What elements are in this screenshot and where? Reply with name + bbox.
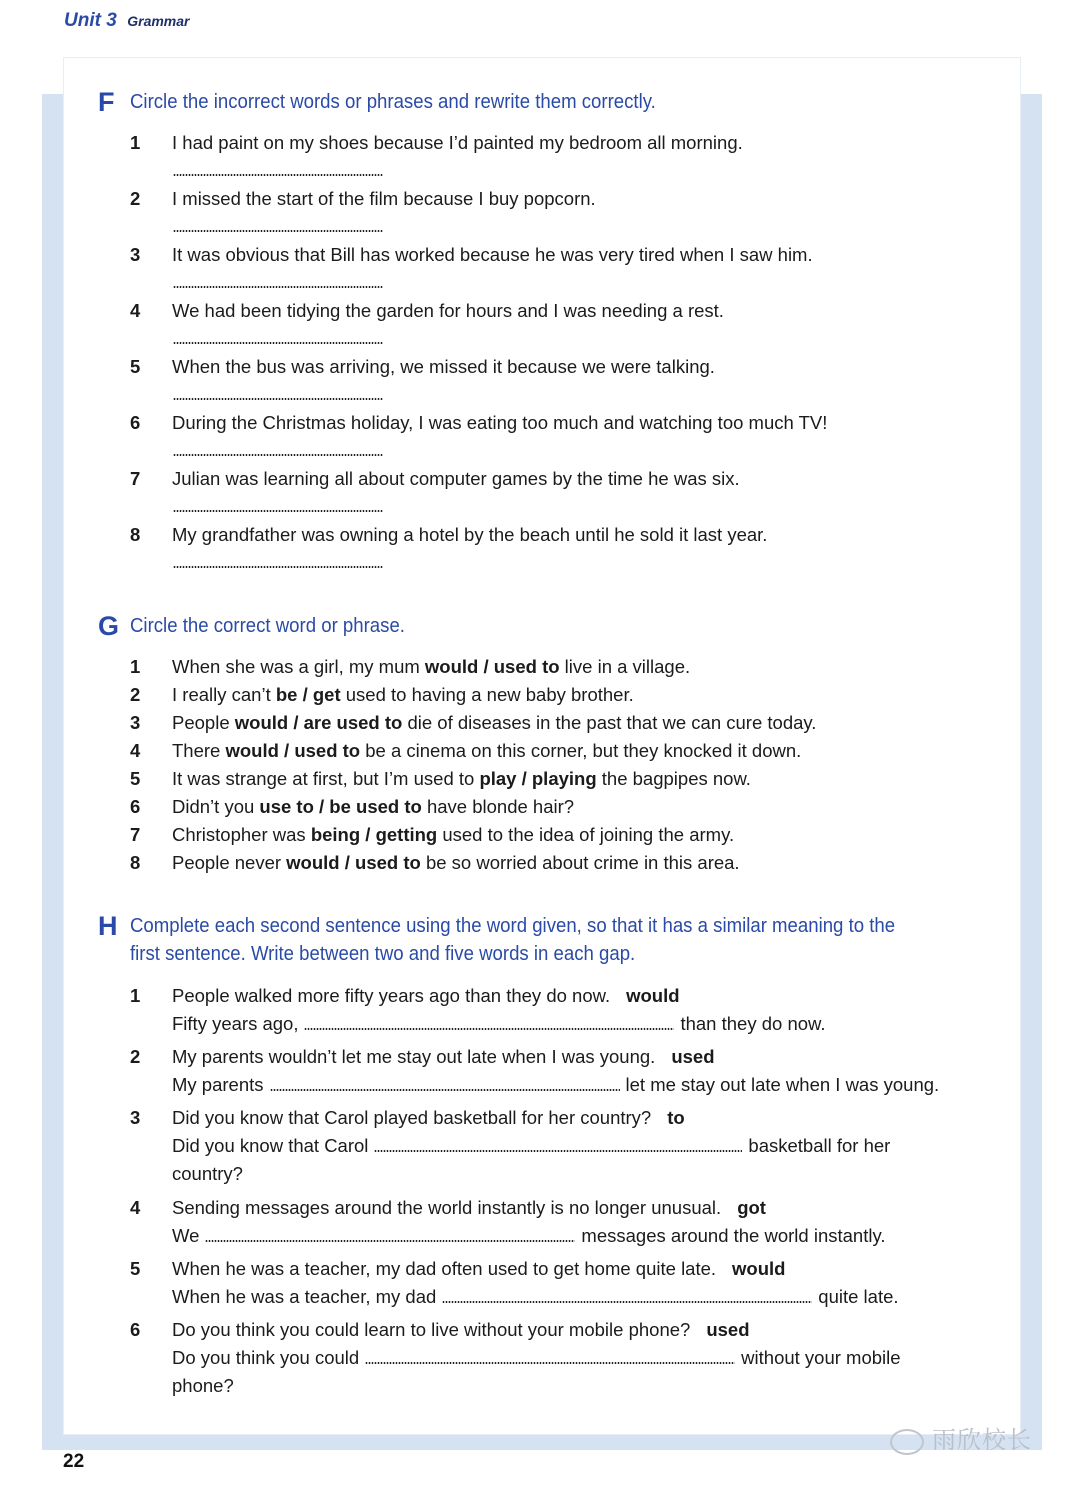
sentence-end: messages around the world instantly.	[581, 1225, 886, 1246]
sentence-text: When he was a teacher, my dad often used to get home quite late.	[172, 1258, 717, 1279]
choice-options[interactable]: would / used to	[286, 852, 421, 873]
first-sentence	[172, 982, 680, 1010]
sentence-end: be a cinema on this corner, but they knocked it down.	[360, 740, 802, 761]
sentence-end: without your mobile	[741, 1347, 901, 1368]
item-sentence	[172, 737, 801, 765]
sentence-end: quite late.	[818, 1286, 899, 1307]
answer-gap[interactable]	[374, 1150, 742, 1152]
sentence-continuation: country?	[172, 1163, 243, 1184]
sentence-end: used to having a new baby brother.	[340, 684, 634, 705]
section-title: Circle the incorrect words or phrases and rewrite them correctly.	[130, 91, 656, 113]
item-number: 6	[130, 796, 141, 817]
sentence-start: When he was a teacher, my dad	[172, 1286, 437, 1307]
choice-options[interactable]: being / getting	[310, 824, 438, 845]
sentence-text: Sending messages around the world instantly is no longer unusual.	[172, 1197, 722, 1218]
item-sentence	[172, 849, 740, 877]
key-word: to	[667, 1107, 685, 1128]
second-sentence	[172, 1222, 885, 1250]
section-f-heading	[98, 88, 695, 116]
section-label: Grammar	[127, 13, 190, 29]
sentence-start: Christopher was	[172, 824, 311, 845]
section-title-line-1: Complete each second sentence using the word given, so that it has a similar meaning to the	[130, 915, 896, 937]
answer-gap[interactable]	[304, 1028, 674, 1030]
key-word: used	[706, 1319, 750, 1340]
item-number: 4	[130, 300, 141, 321]
answer-line[interactable]	[173, 286, 383, 288]
key-word: would	[732, 1258, 786, 1279]
sentence-end: basketball for her	[748, 1135, 891, 1156]
item-sentence	[172, 793, 574, 821]
choice-options[interactable]: would / used to	[424, 656, 560, 677]
sentence-start: Didn’t you	[172, 796, 260, 817]
section-letter: H	[98, 911, 118, 941]
answer-line[interactable]	[173, 454, 383, 456]
sentence-end: live in a village.	[559, 656, 691, 677]
item-number: 6	[130, 1319, 141, 1340]
item-number: 8	[130, 852, 141, 873]
unit-label: Unit 3	[64, 10, 117, 31]
answer-gap[interactable]	[205, 1240, 575, 1242]
second-sentence	[172, 1283, 899, 1311]
sentence-end: used to the idea of joining the army.	[437, 824, 735, 845]
first-sentence	[172, 1043, 715, 1071]
sentence-start: We	[172, 1225, 200, 1246]
item-number: 1	[130, 132, 141, 153]
choice-options[interactable]: play / playing	[479, 768, 597, 789]
item-number: 2	[130, 188, 141, 209]
key-word: would	[626, 985, 680, 1006]
answer-line[interactable]	[173, 398, 383, 400]
item-number: 2	[130, 684, 141, 705]
choice-options[interactable]: would / used to	[225, 740, 361, 761]
answer-gap[interactable]	[270, 1089, 620, 1091]
item-number: 7	[130, 468, 141, 489]
item-number: 1	[130, 985, 141, 1006]
key-word: used	[671, 1046, 715, 1067]
item-number: 4	[130, 1197, 141, 1218]
sentence-start: My parents	[172, 1074, 264, 1095]
watermark	[890, 1420, 1032, 1455]
item-sentence	[172, 681, 634, 709]
section-g-heading	[98, 612, 426, 640]
item-sentence: Julian was learning all about computer games by the time he was six.	[172, 468, 740, 489]
sentence-end: have blonde hair?	[421, 796, 575, 817]
second-sentence	[172, 1071, 939, 1099]
sentence-start: Did you know that Carol	[172, 1135, 369, 1156]
key-word: got	[737, 1197, 766, 1218]
item-sentence: My grandfather was owning a hotel by the beach until he sold it last year.	[172, 524, 768, 545]
item-sentence: I had paint on my shoes because I’d painted my bedroom all morning.	[172, 132, 743, 153]
answer-line[interactable]	[173, 510, 383, 512]
section-title-line-2: first sentence. Write between two and five words in each gap.	[130, 943, 636, 965]
sentence-end: the bagpipes now.	[596, 768, 751, 789]
item-sentence: I missed the start of the film because I buy popcorn.	[172, 188, 596, 209]
sentence-end: die of diseases in the past that we can cure today.	[402, 712, 817, 733]
item-sentence: When the bus was arriving, we missed it because we were talking.	[172, 356, 715, 377]
first-sentence	[172, 1194, 766, 1222]
second-sentence	[172, 1344, 901, 1372]
section-title: Circle the correct word or phrase.	[130, 615, 405, 637]
item-number: 8	[130, 524, 141, 545]
answer-line[interactable]	[173, 174, 383, 176]
item-sentence: During the Christmas holiday, I was eating too much and watching too much TV!	[172, 412, 828, 433]
item-number: 3	[130, 1107, 141, 1128]
sentence-text: Do you think you could learn to live without your mobile phone?	[172, 1319, 691, 1340]
wechat-icon	[890, 1429, 924, 1455]
sentence-continuation: phone?	[172, 1375, 234, 1396]
sentence-text: People walked more fifty years ago than they do now.	[172, 985, 611, 1006]
item-number: 7	[130, 824, 141, 845]
choice-options[interactable]: be / get	[275, 684, 341, 705]
section-h-heading	[98, 912, 980, 968]
watermark-text: 雨欣校长	[932, 1427, 1032, 1454]
item-sentence: It was obvious that Bill has worked because he was very tired when I saw him.	[172, 244, 813, 265]
item-number: 4	[130, 740, 141, 761]
item-number: 2	[130, 1046, 141, 1067]
item-sentence: We had been tidying the garden for hours and I was needing a rest.	[172, 300, 724, 321]
item-number: 5	[130, 356, 141, 377]
sentence-text: Did you know that Carol played basketball for her country?	[172, 1107, 652, 1128]
item-sentence	[172, 765, 751, 793]
item-number: 1	[130, 656, 141, 677]
choice-options[interactable]: use to / be used to	[259, 796, 422, 817]
sentence-start: Do you think you could	[172, 1347, 360, 1368]
item-number: 3	[130, 712, 141, 733]
answer-gap[interactable]	[365, 1362, 735, 1364]
sentence-start: When she was a girl, my mum	[172, 656, 425, 677]
item-number: 5	[130, 768, 141, 789]
item-sentence	[172, 709, 816, 737]
sentence-end: let me stay out late when I was young.	[625, 1074, 940, 1095]
sentence-start: It was strange at first, but I’m used to	[172, 768, 480, 789]
sentence-start: People	[172, 712, 235, 733]
first-sentence	[172, 1104, 685, 1132]
item-sentence	[172, 821, 734, 849]
sentence-start: There	[172, 740, 226, 761]
answer-line[interactable]	[173, 230, 383, 232]
first-sentence	[172, 1316, 750, 1344]
answer-gap[interactable]	[442, 1301, 812, 1303]
second-sentence	[172, 1132, 890, 1160]
sentence-start: I really can’t	[172, 684, 276, 705]
section-title	[130, 912, 921, 968]
item-sentence	[172, 653, 690, 681]
item-number: 6	[130, 412, 141, 433]
sentence-end: be so worried about crime in this area.	[420, 852, 740, 873]
item-number: 3	[130, 244, 141, 265]
section-letter: G	[98, 611, 120, 641]
answer-line[interactable]	[173, 342, 383, 344]
sentence-text: My parents wouldn’t let me stay out late when I was young.	[172, 1046, 656, 1067]
page-number: 22	[63, 1451, 85, 1472]
sentence-start: People never	[172, 852, 287, 873]
choice-options[interactable]: would / are used to	[234, 712, 403, 733]
sentence-start: Fifty years ago,	[172, 1013, 299, 1034]
second-sentence	[172, 1010, 826, 1038]
sentence-end: than they do now.	[680, 1013, 826, 1034]
section-letter: F	[98, 87, 115, 117]
answer-line[interactable]	[173, 566, 383, 568]
page-header	[64, 10, 190, 32]
item-number: 5	[130, 1258, 141, 1279]
first-sentence	[172, 1255, 785, 1283]
